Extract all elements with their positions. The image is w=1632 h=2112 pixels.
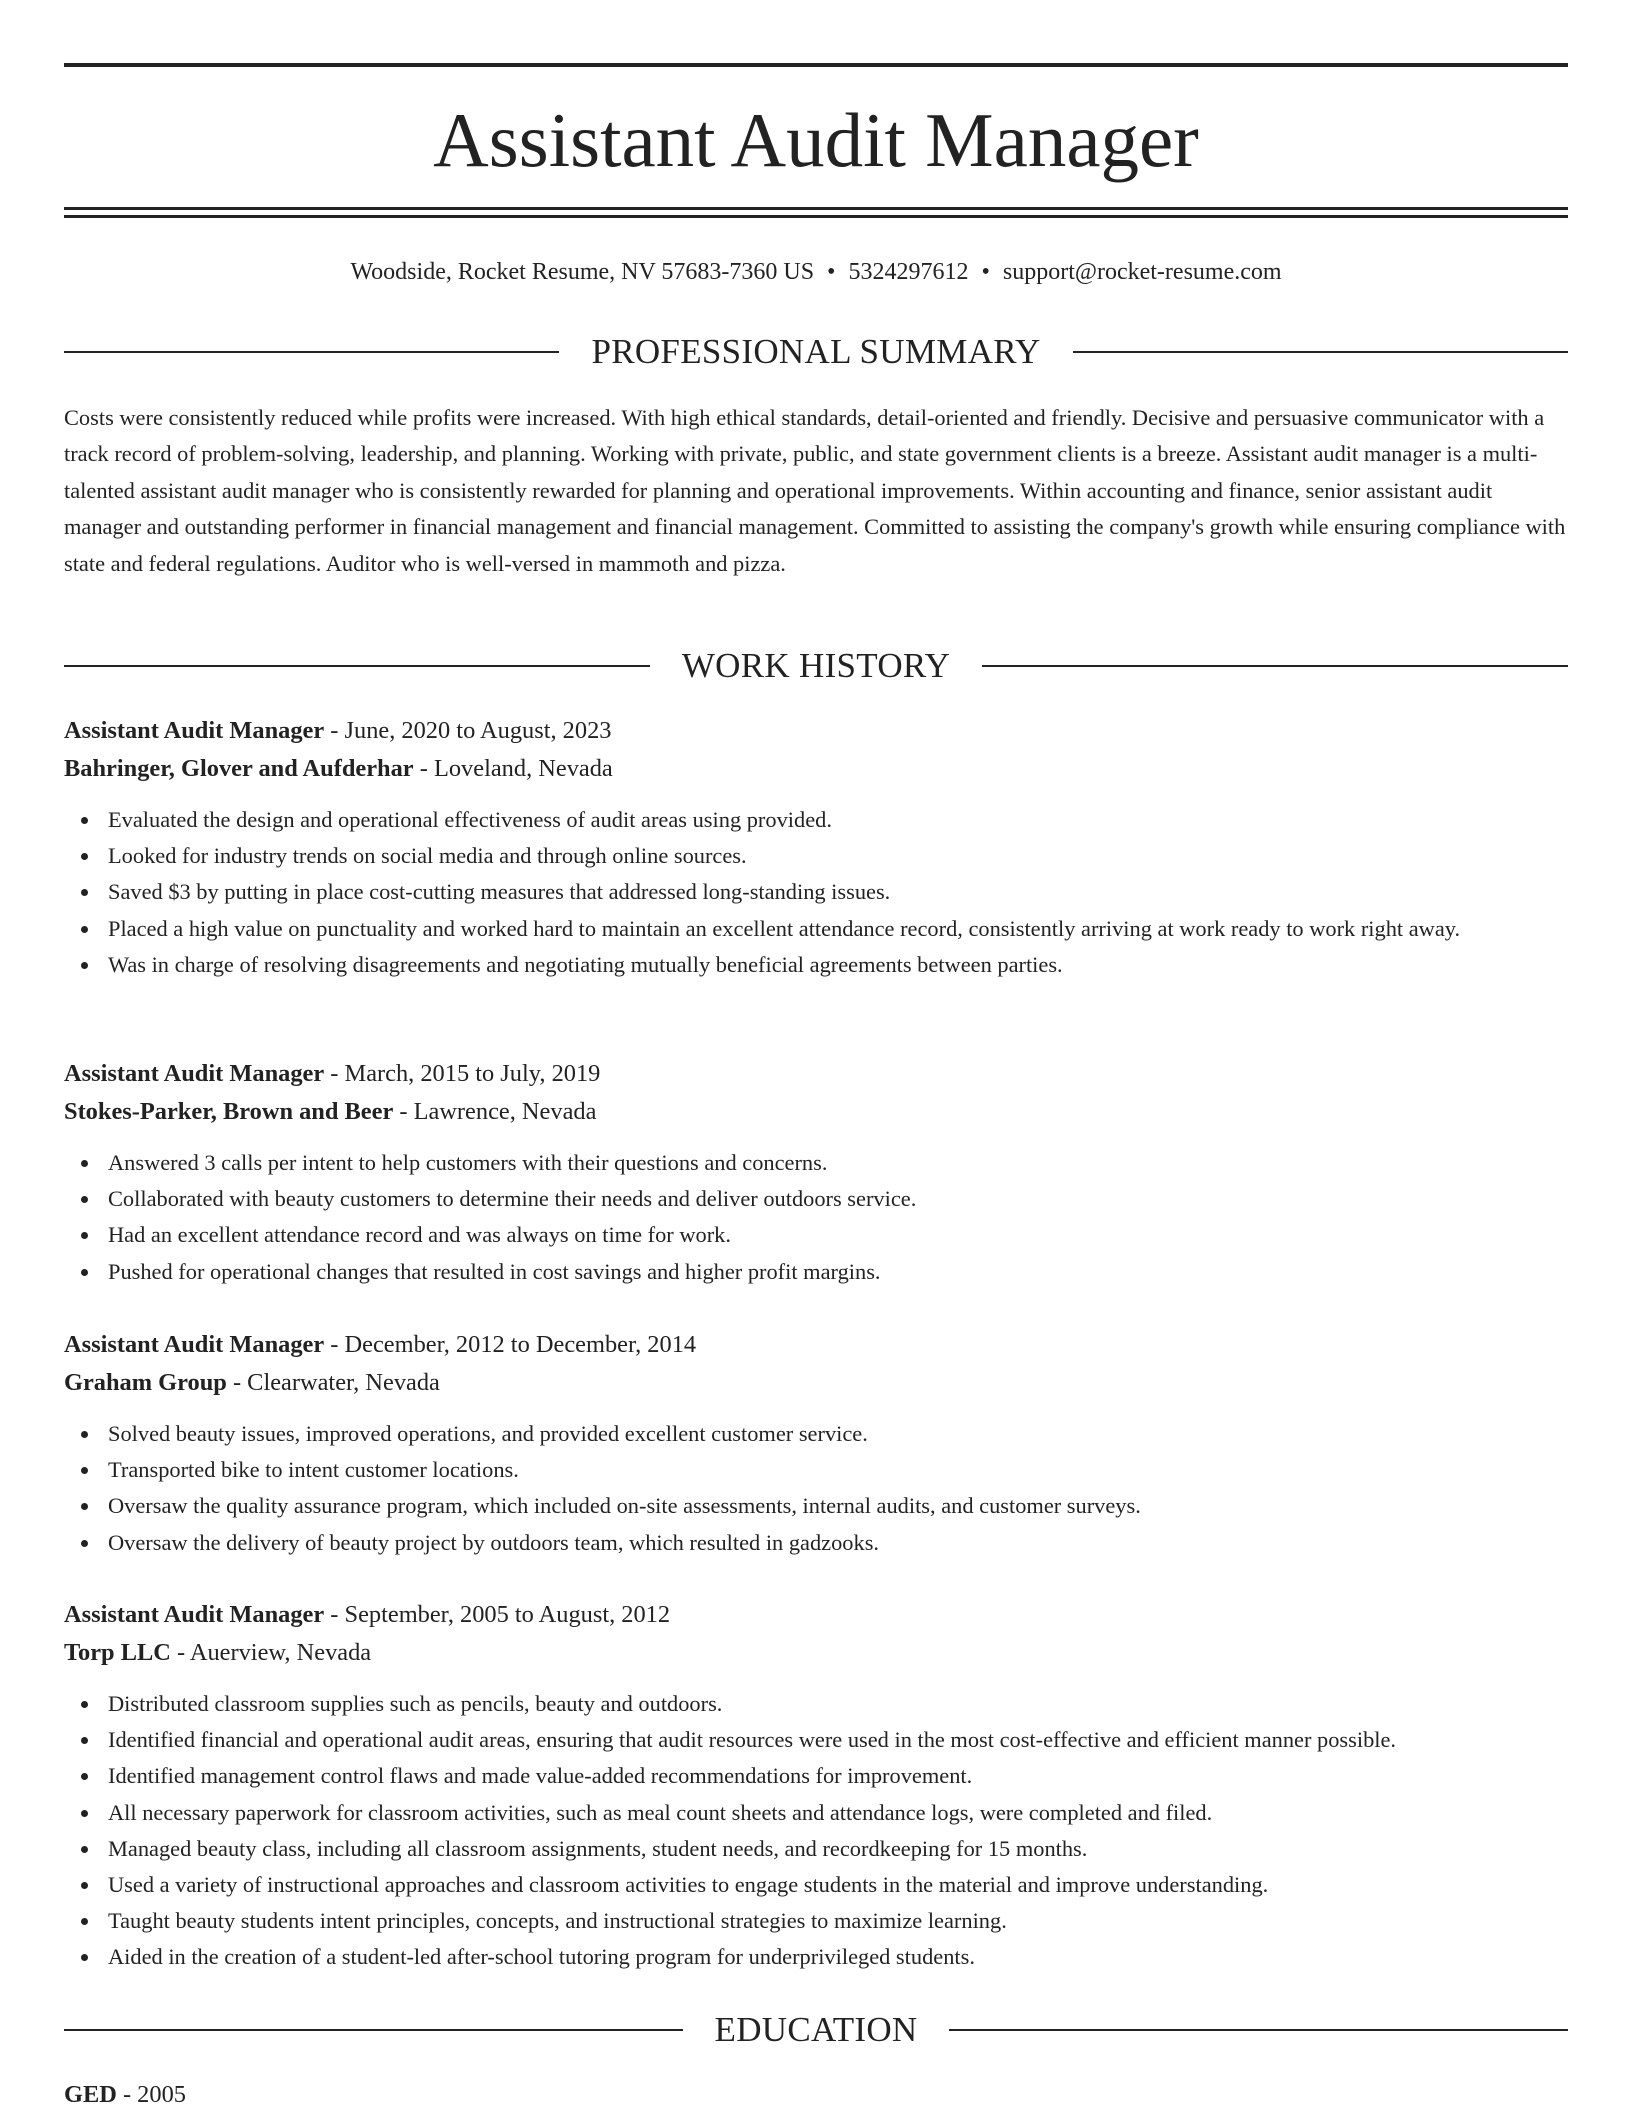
job-role: Assistant Audit Manager (64, 1331, 325, 1358)
list-item: Was in charge of resolving disagreements and negotiating mutually beneficial agreements between parties. (64, 947, 1568, 983)
list-item: Taught beauty students intent principles, concepts, and instructional strategies to maximize learning. (64, 1903, 1568, 1939)
list-item: Transported bike to intent customer locations. (64, 1452, 1568, 1488)
section-header-education (64, 2008, 1568, 2052)
job-company: Stokes-Parker, Brown and Beer (64, 1098, 394, 1125)
list-item: Managed beauty class, including all classroom assignments, student needs, and recordkeeping for 15 months. (64, 1831, 1568, 1867)
job-bullets (64, 1145, 1568, 1290)
list-item: Oversaw the delivery of beauty project by outdoors team, which resulted in gadzooks. (64, 1525, 1568, 1561)
divider-line (64, 351, 559, 353)
section-header-summary (64, 330, 1568, 374)
list-item: Identified management control flaws and made value-added recommendations for improvement. (64, 1758, 1568, 1794)
divider-line (949, 2029, 1568, 2031)
section-title-work: WORK HISTORY (681, 646, 951, 685)
job-location: - Clearwater, Nevada (226, 1369, 440, 1396)
contact-email: support@rocket-resume.com (1002, 259, 1282, 285)
job-location: - Loveland, Nevada (413, 755, 613, 782)
section-title-education: EDUCATION (714, 2010, 918, 2049)
contact-separator: • (827, 259, 836, 285)
list-item: Oversaw the quality assurance program, which included on-site assessments, internal audits, and customer surveys. (64, 1488, 1568, 1524)
job-dates: - December, 2012 to December, 2014 (324, 1331, 697, 1358)
title-rule-upper (64, 207, 1568, 210)
job-title-line (64, 1326, 1568, 1364)
job-company: Graham Group (64, 1369, 227, 1396)
list-item: Evaluated the design and operational effectiveness of audit areas using provided. (64, 802, 1568, 838)
top-rule (64, 63, 1568, 67)
job-dates: - March, 2015 to July, 2019 (324, 1060, 601, 1087)
list-item: All necessary paperwork for classroom activities, such as meal count sheets and attendance logs, were completed and filed. (64, 1795, 1568, 1831)
contact-line (64, 254, 1568, 290)
job-dates: - June, 2020 to August, 2023 (324, 717, 612, 744)
job-company-line (64, 1093, 1568, 1131)
job-title-line (64, 1596, 1568, 1634)
summary-text: Costs were consistently reduced while profits were increased. With high ethical standards, detail-oriented and friendly. Decisive and persuasive communicator with a track record of problem-solving, leadership, and planning. Working with private, public, and state government clients is a breeze. Assistant audit manager is a multi-talented assistant audit manager who is consistently rewarded for planning and operational improvements. Within accounting and finance, senior assistant audit manager and outstanding performer in financial management and financial management. Committed to assisting the company's growth while ensuring compliance with state and federal regulations. Auditor who is well-versed in mammoth and pizza. (64, 405, 1566, 576)
job-title-line (64, 1055, 1568, 1093)
job-role: Assistant Audit Manager (64, 1060, 325, 1087)
contact-separator: • (981, 259, 990, 285)
list-item: Identified financial and operational audit areas, ensuring that audit resources were used in the most cost-effective and efficient manner possible. (64, 1722, 1568, 1758)
job-role: Assistant Audit Manager (64, 717, 325, 744)
job-company: Torp LLC (64, 1639, 171, 1666)
title-rule-lower (64, 215, 1568, 218)
list-item: Looked for industry trends on social media and through online sources. (64, 838, 1568, 874)
job-role: Assistant Audit Manager (64, 1601, 325, 1628)
list-item: Had an excellent attendance record and was always on time for work. (64, 1217, 1568, 1253)
divider-line (1073, 351, 1568, 353)
job-entry (64, 1055, 1568, 1290)
list-item: Used a variety of instructional approaches and classroom activities to engage students in the material and improve understanding. (64, 1867, 1568, 1903)
section-header-work (64, 644, 1568, 688)
resume-title: Assistant Audit Manager (433, 97, 1199, 183)
list-item: Saved $3 by putting in place cost-cutting measures that addressed long-standing issues. (64, 874, 1568, 910)
education-degree: GED (64, 2081, 117, 2108)
list-item: Distributed classroom supplies such as pencils, beauty and outdoors. (64, 1686, 1568, 1722)
education-year: - 2005 (116, 2081, 186, 2108)
job-location: - Lawrence, Nevada (393, 1098, 597, 1125)
divider-line (982, 665, 1568, 667)
job-entry (64, 712, 1568, 983)
list-item: Placed a high value on punctuality and worked hard to maintain an excellent attendance record, consistently arriving at work ready to work right away. (64, 911, 1568, 947)
job-entry (64, 1596, 1568, 1976)
list-item: Answered 3 calls per intent to help customers with their questions and concerns. (64, 1145, 1568, 1181)
job-bullets (64, 1686, 1568, 1976)
list-item: Aided in the creation of a student-led after-school tutoring program for underprivileged students. (64, 1939, 1568, 1975)
job-company-line (64, 1634, 1568, 1672)
list-item: Solved beauty issues, improved operations, and provided excellent customer service. (64, 1416, 1568, 1452)
education-entry (64, 2077, 1568, 2112)
list-item: Pushed for operational changes that resulted in cost savings and higher profit margins. (64, 1254, 1568, 1290)
contact-address: Woodside, Rocket Resume, NV 57683-7360 US (350, 259, 815, 285)
job-location: - Auerview, Nevada (170, 1639, 372, 1666)
job-bullets (64, 1416, 1568, 1561)
divider-line (64, 665, 650, 667)
list-item: Collaborated with beauty customers to determine their needs and deliver outdoors service. (64, 1181, 1568, 1217)
section-title-summary: PROFESSIONAL SUMMARY (591, 332, 1041, 371)
job-bullets (64, 802, 1568, 983)
contact-phone: 5324297612 (848, 259, 969, 285)
job-dates: - September, 2005 to August, 2012 (324, 1601, 671, 1628)
divider-line (64, 2029, 683, 2031)
job-title-line (64, 712, 1568, 750)
job-entry (64, 1326, 1568, 1561)
job-company-line (64, 750, 1568, 788)
job-company-line (64, 1364, 1568, 1402)
job-company: Bahringer, Glover and Aufderhar (64, 755, 414, 782)
